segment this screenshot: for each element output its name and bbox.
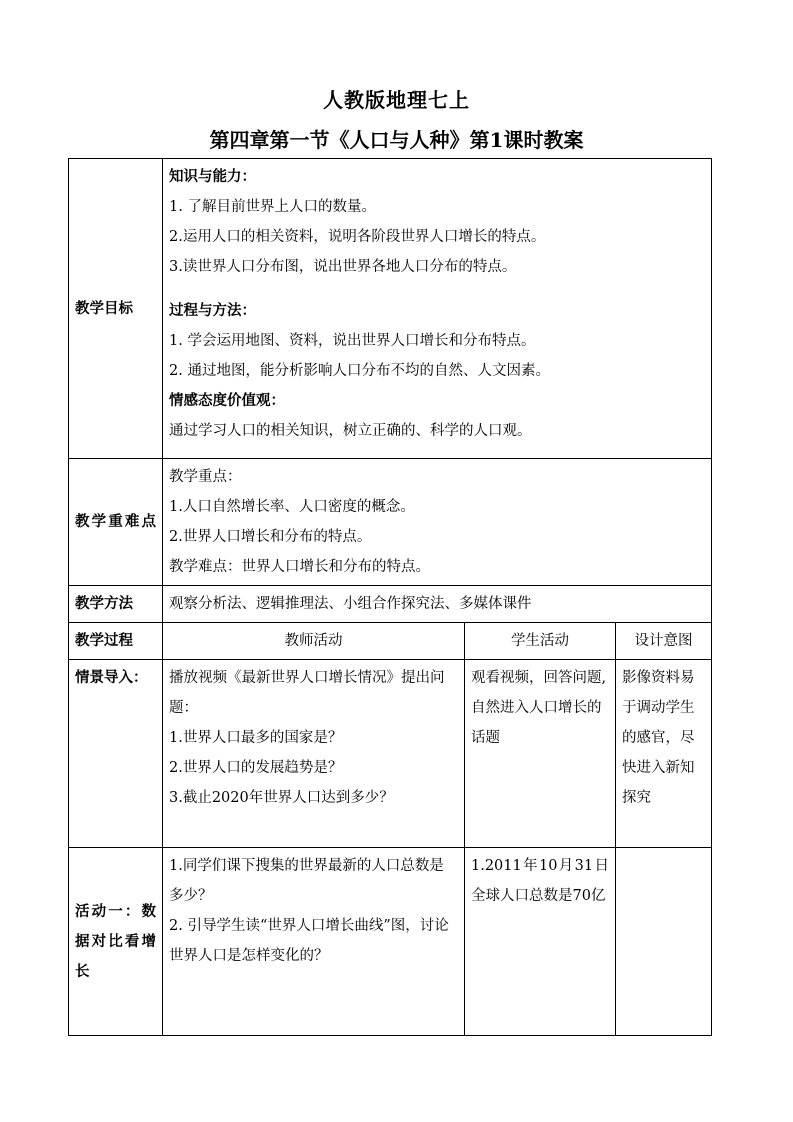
methods-row [69,586,712,623]
keypoints-row [69,459,712,586]
process-header-row [69,623,712,660]
activity1-label: 活动一：数据对比看增长 [69,848,163,1036]
teacher-activity-header: 教师活动 [163,623,465,660]
activity1-teacher-line-2: 2. 引导学生读“世界人口增长曲线”图，讨论世界人口是怎样变化的？ [169,918,449,964]
intro-teacher [163,660,465,848]
intro-teacher-line-1: 播放视频《最新世界人口增长情况》提出问题： [169,670,445,716]
intro-student: 观看视频，回答问题,自然进入人口增长的话题 [465,660,616,848]
emotion-title: 情感态度价值观： [169,392,285,409]
process-header-label: 教学过程 [69,623,163,660]
intro-teacher-line-3: 2.世界人口的发展趋势是？ [169,760,343,776]
student-activity-header: 学生活动 [465,623,616,660]
knowledge-item-2: 2.运用人口的相关资料，说明各阶段世界人口增长的特点。 [169,229,546,245]
objectives-label: 教学目标 [69,159,163,459]
emotion-text: 通过学习人口的相关知识，树立正确的、科学的人口观。 [169,423,532,439]
intro-intent: 影像资料易于调动学生的感官，尽快进入新知探究 [616,660,712,848]
keypoints-line-3: 2.世界人口增长和分布的特点。 [169,529,372,545]
process-item-2: 2. 通过地图，能分析影响人口分布不均的自然、人文因素。 [169,363,550,379]
spacer [169,282,705,296]
activity1-teacher-line-1: 1.同学们课下搜集的世界最新的人口总数是多少？ [169,858,444,904]
keypoints-content [163,459,712,586]
intro-teacher-line-4: 3.截止2020年世界人口达到多少？ [169,790,394,806]
activity1-student: 1.2011年10月31日全球人口总数是70亿 [465,848,616,1036]
process-item-1: 1. 学会运用地图、资料，说出世界人口增长和分布特点。 [169,333,536,349]
design-intent-header: 设计意图 [616,623,712,660]
objectives-row [69,159,712,459]
lesson-plan-table [68,158,712,1036]
knowledge-item-3: 3.读世界人口分布图，说出世界各地人口分布的特点。 [169,259,517,275]
intro-teacher-line-2: 1.世界人口最多的国家是？ [169,730,343,746]
activity1-intent [616,848,712,1036]
activity1-row [69,848,712,1036]
keypoints-line-1: 教学重点： [169,469,242,485]
intro-row [69,660,712,848]
methods-label: 教学方法 [69,586,163,623]
doc-title: 人教版地理七上 [323,88,470,112]
knowledge-title: 知识与能力： [169,168,256,185]
objectives-content [163,159,712,459]
keypoints-line-2: 1.人口自然增长率、人口密度的概念。 [169,499,415,515]
activity1-teacher [163,848,465,1036]
keypoints-label: 教学重难点 [69,459,163,586]
keypoints-line-4: 教学难点：世界人口增长和分布的特点。 [169,559,430,575]
intro-label: 情景导入： [69,660,163,848]
methods-text: 观察分析法、逻辑推理法、小组合作探究法、多媒体课件 [163,586,712,623]
knowledge-item-1: 1. 了解目前世界上人口的数量。 [169,199,376,215]
process-title: 过程与方法： [169,302,256,319]
doc-subtitle: 第四章第一节《人口与人种》第1课时教案 [209,128,584,152]
